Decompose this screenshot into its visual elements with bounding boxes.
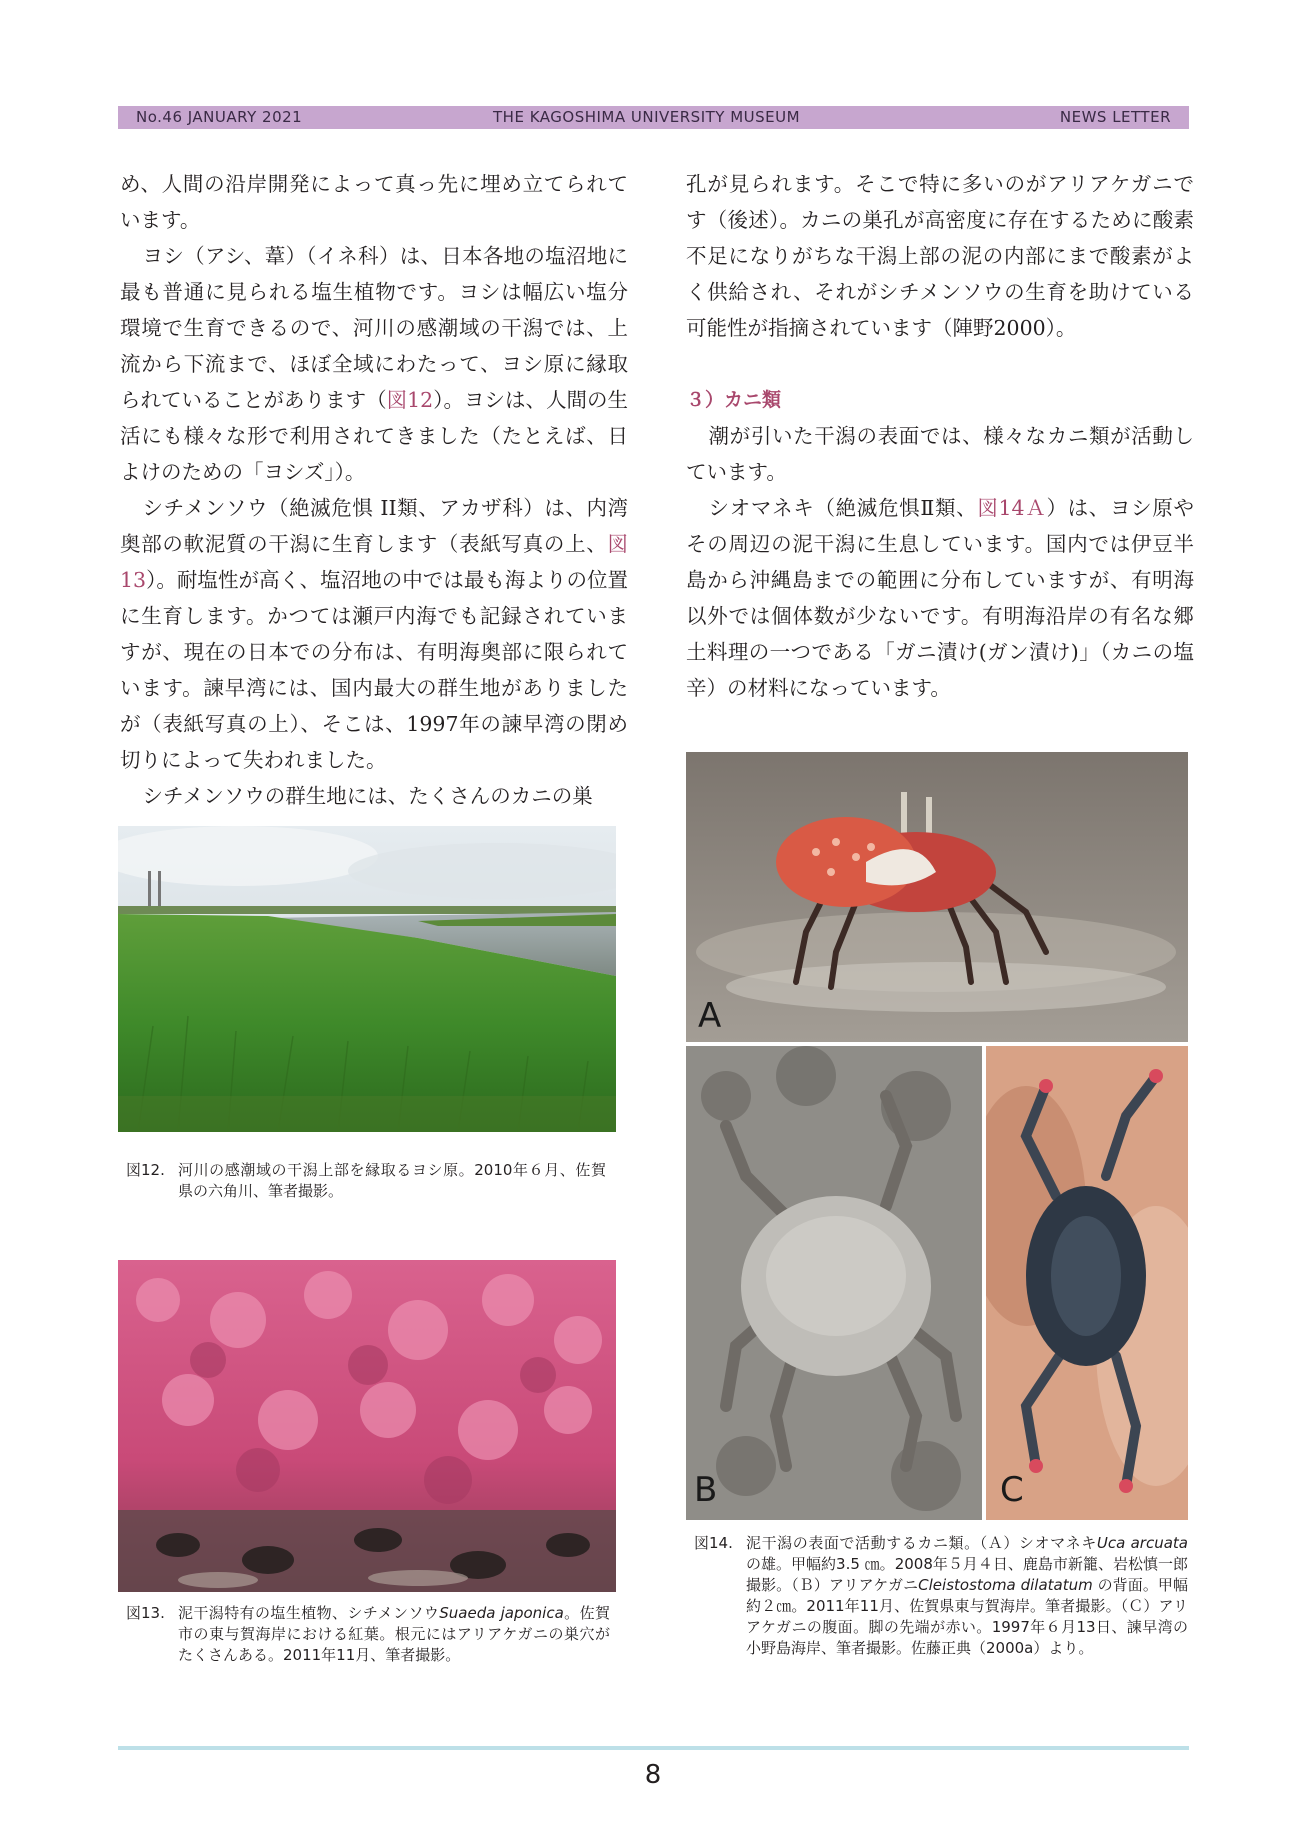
crab-ventral-photo [986, 1046, 1188, 1520]
panel-label-b: B [694, 1470, 718, 1510]
issue-label: No.46 JANUARY 2021 [136, 108, 303, 126]
figure-14-caption [694, 1533, 1188, 1659]
paragraph: シチメンソウ（絶滅危惧 II類、アカザ科）は、内湾奥部の軟泥質の干潟に生育します（表紙写真の上、図13）。耐塩性が高く、塩沼地の中では最も海よりの位置に生育します。かつては瀬戸内海でも記録されていますが、現在の日本での分布は、有明海奥部に限られています。諫早湾には、国内最大の群生地がありましたが（表紙写真の上）、そこは、1997年の諫早湾の閉め切りによって失われました。 [120, 496, 628, 772]
panel-label-c: C [1000, 1470, 1024, 1510]
paragraph: ヨシ（アシ、葦）（イネ科）は、日本各地の塩沼地に最も普通に見られる塩生植物です。ヨシは幅広い塩分環境で生育できるので、河川の感潮域の干潟では、上流から下流まで、ほぼ全域にわたって、ヨシ原に縁取られていることがあります（図12）。ヨシは、人間の生活にも様々な形で利用されてきました（たとえば、日よけのための「ヨシズ」）。 [120, 244, 629, 484]
reed-marsh-illustration [118, 826, 616, 1132]
paragraph: め、人間の沿岸開発によって真っ先に埋め立てられています。 [120, 172, 628, 232]
paragraph: シオマネキ（絶滅危惧Ⅱ類、図14Ａ）は、ヨシ原やその周辺の泥干潟に生息しています。国内では伊豆半島から沖縄島までの範囲に分布していますが、有明海以外では個体数が少ないです。有明海沿岸の有名な郷土料理の一つである「ガニ漬け(ガン漬け)」（カニの塩辛）の材料になっています。 [686, 496, 1195, 700]
fiddler-crab-illustration [686, 752, 1188, 1042]
section-heading: ３）カニ類 [686, 389, 782, 411]
crab-ventral-illustration [986, 1046, 1188, 1520]
fiddler-crab-photo [686, 752, 1188, 1042]
seepweed-photo [118, 1260, 616, 1592]
figure-label: 図12. [126, 1161, 165, 1179]
museum-name: THE KAGOSHIMA UNIVERSITY MUSEUM [493, 108, 801, 126]
crab-dorsal-illustration [686, 1046, 982, 1520]
caption-text: 泥干潟特有の塩生植物、シチメンソウSuaeda japonica。佐賀市の東与賀海岸における紅葉。根元にはアリアケガニの巣穴がたくさんある。2011年11月、筆者撮影。 [178, 1604, 610, 1664]
reed-marsh-photo [118, 826, 616, 1132]
figure-label: 図14. [694, 1534, 733, 1552]
figure-ref[interactable]: 図12 [386, 388, 434, 412]
seepweed-illustration [118, 1260, 616, 1592]
footer-divider [118, 1746, 1189, 1750]
newsletter-header [118, 106, 1189, 129]
species-name: Uca arcuata [1096, 1534, 1188, 1552]
figure-ref[interactable]: 図13 [120, 532, 628, 592]
caption-text: 泥干潟の表面で活動するカニ類。（Ａ）シオマネキUca arcuataの雄。甲幅約3.5 ㎝。2008年５月４日、鹿島市新籠、岩松慎一郎撮影。（Ｂ）アリアケガニCleistostoma dilatatum の背面。甲幅約２㎝。2011年11月、佐賀県東与賀海岸。筆者撮影。（Ｃ）アリアケガニの腹面。脚の先端が赤い。1997年６月13日、諫早湾の小野島海岸、筆者撮影。佐藤正典（2000a）より。 [746, 1534, 1188, 1657]
newsletter-label: NEWS LETTER [1059, 108, 1171, 126]
left-column [120, 166, 628, 814]
figure-ref[interactable]: 図14Ａ [977, 496, 1047, 520]
species-name: Cleistostoma dilatatum [918, 1576, 1093, 1594]
right-column [686, 166, 1194, 706]
panel-label-a: A [698, 996, 722, 1036]
crab-dorsal-photo [686, 1046, 982, 1520]
figure-12-caption [126, 1160, 606, 1202]
paragraph: シチメンソウの群生地には、たくさんのカニの巣 [142, 784, 593, 808]
paragraph: 潮が引いた干潟の表面では、様々なカニ類が活動しています。 [686, 424, 1194, 484]
figure-label: 図13. [126, 1604, 165, 1622]
paragraph: 孔が見られます。そこで特に多いのがアリアケガニです（後述）。カニの巣孔が高密度に存在するために酸素不足になりがちな干潟上部の泥の内部にまで酸素がよく供給され、それがシチメンソウの生育を助けている可能性が指摘されています（陣野2000）。 [686, 172, 1194, 340]
figure-13-caption [126, 1603, 610, 1666]
page-number: 8 [644, 1760, 662, 1790]
species-name: Suaeda japonica [439, 1604, 564, 1622]
caption-text: 河川の感潮域の干潟上部を縁取るヨシ原。2010年６月、佐賀県の六角川、筆者撮影。 [178, 1161, 606, 1200]
